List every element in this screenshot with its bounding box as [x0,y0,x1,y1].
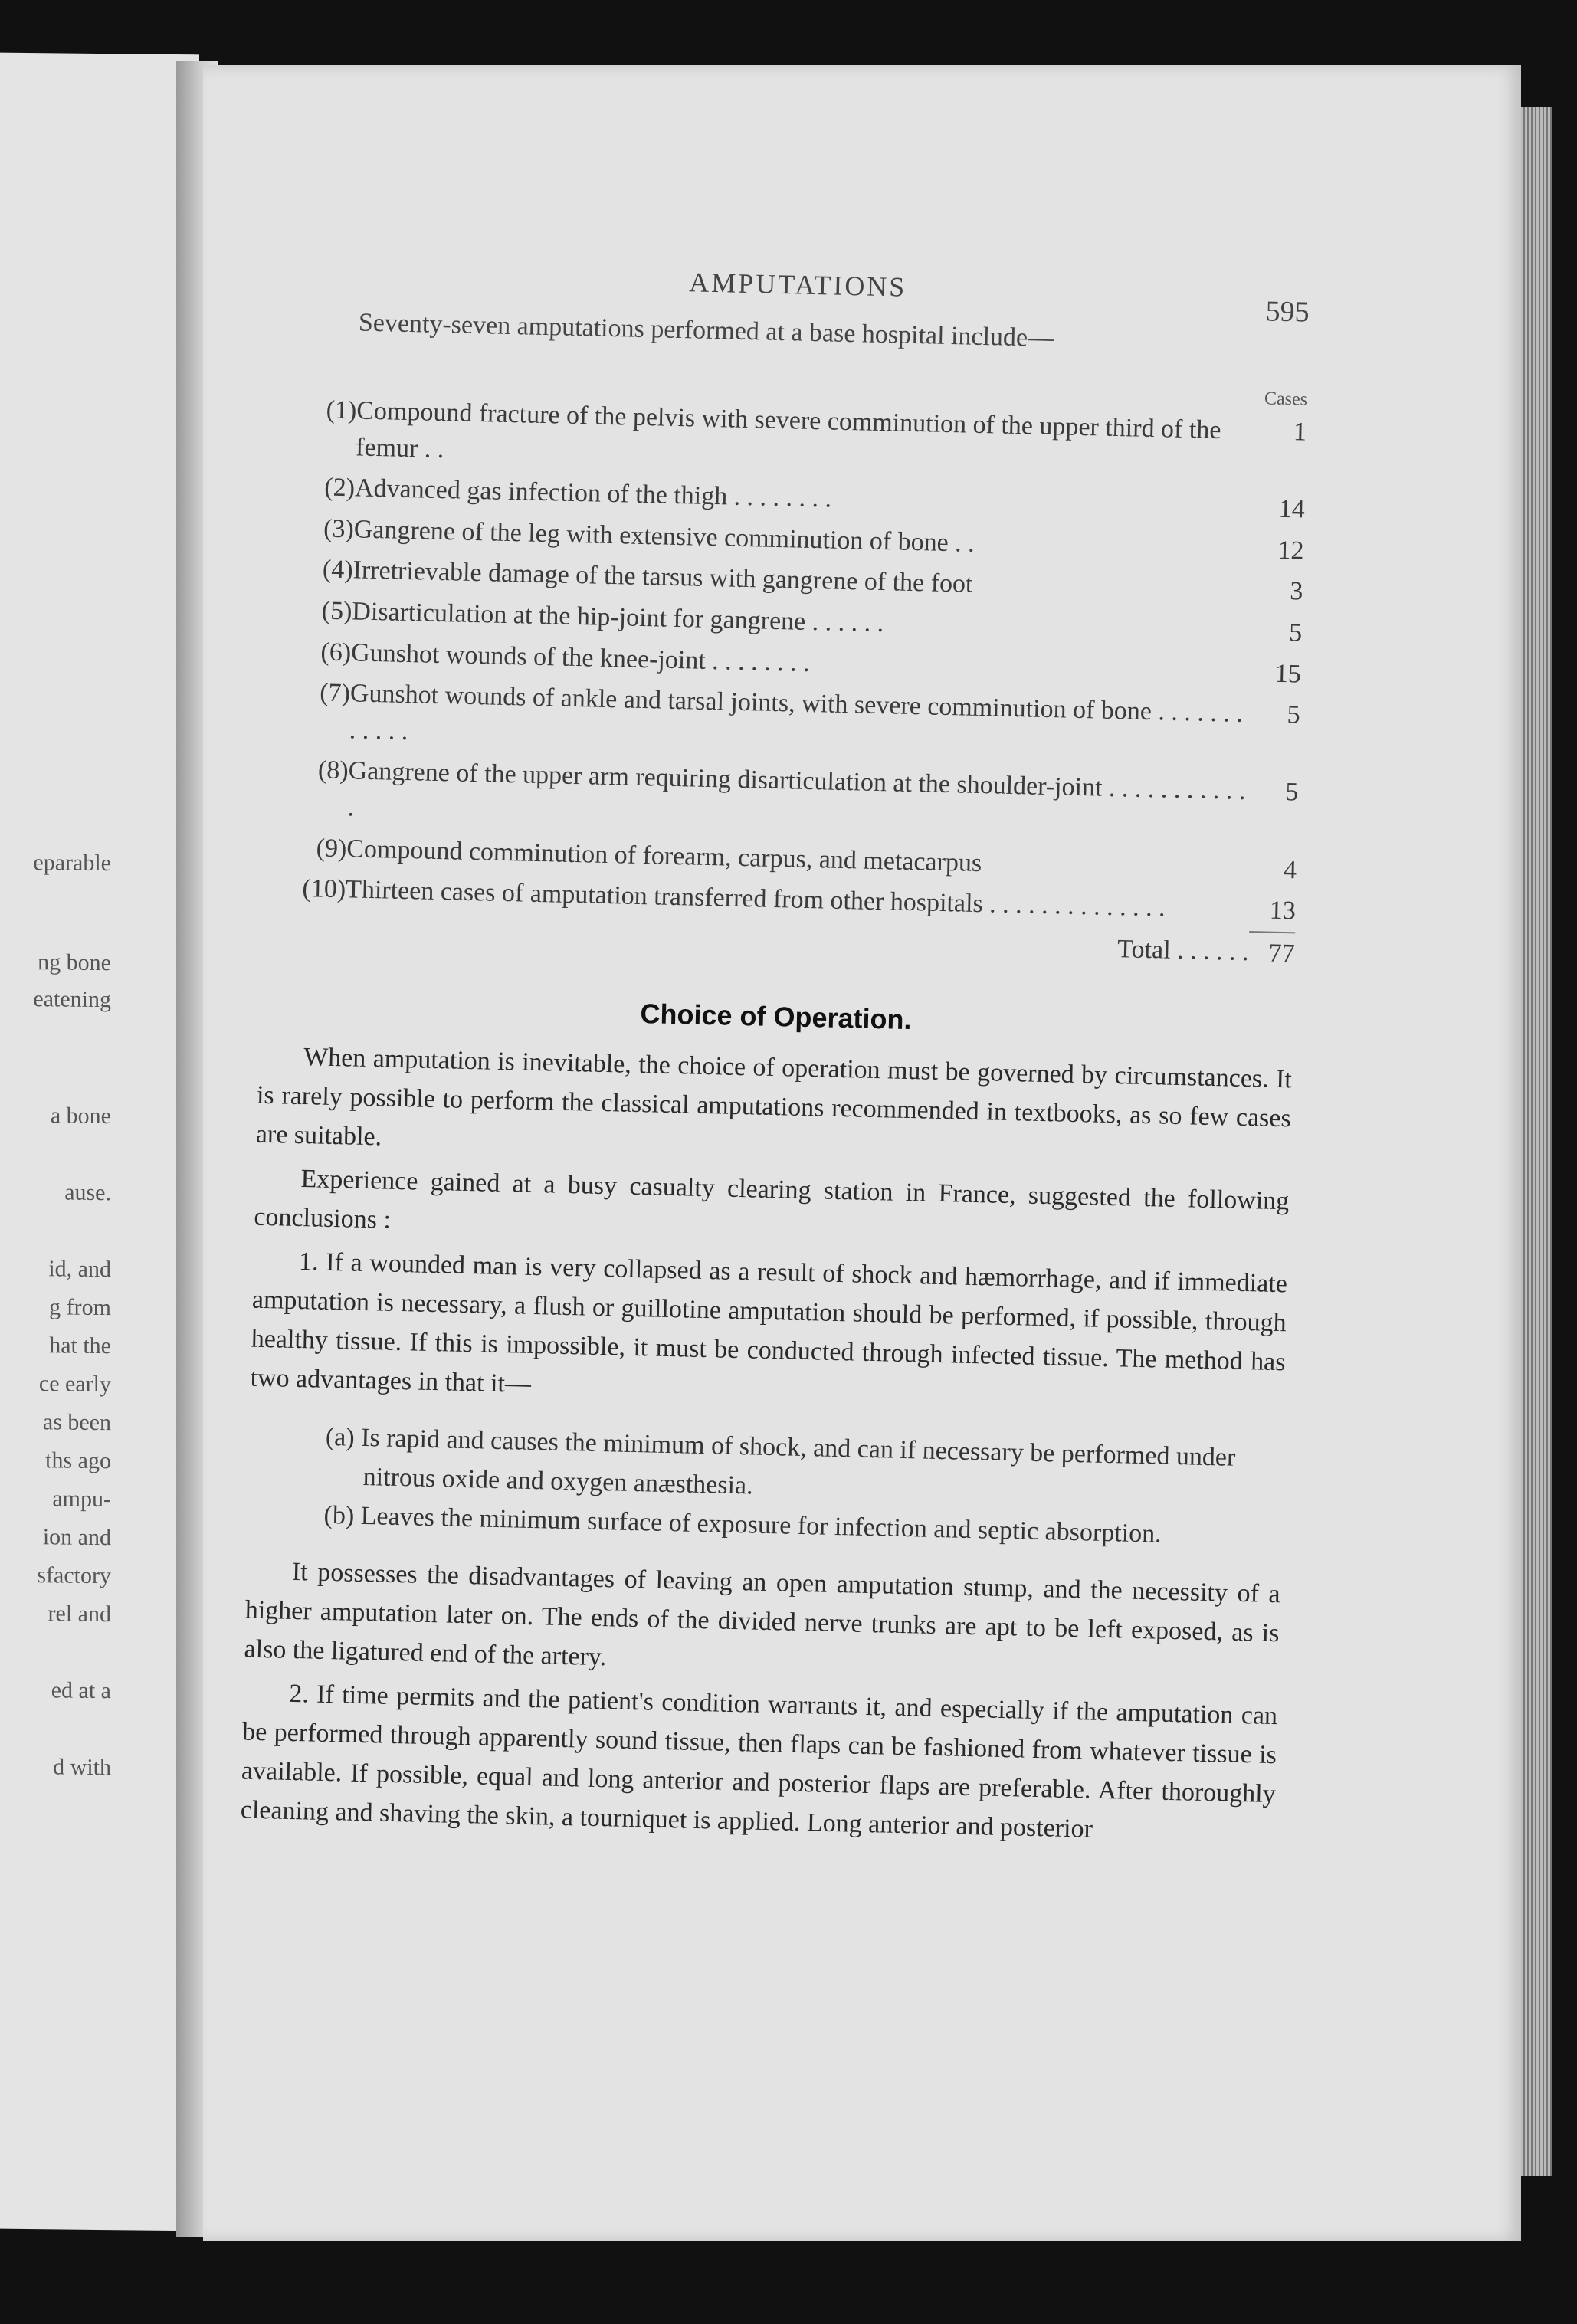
paragraph: 1. If a wounded man is very collapsed as a result of shock and hæmorrhage, and if immediate amputation is necessary, a flush or guillotine amputation should be performed, if possible, through healthy tissue. If this is impossible, it must be conducted through infected tissue. The method has two advantages in that it— [250,1247,1288,1399]
case-number: (4) [322,555,354,585]
case-count: 12 [1277,536,1304,565]
list-item: (b) Leaves the minimum surface of exposure for infection and septic absorption. [323,1501,1162,1549]
paragraph: 2. If time permits and the patient's condition warrants it, and especially if the amputation can be performed through apparently sound tissue, then flaps can be fashioned from whatever tissue is available. If possible, equal and long anterior and posterior flaps are preferable. After thoroughly cleaning and shaving the skin, a tourniquet is applied. Long anterior and posterior [240,1680,1278,1844]
case-number: (5) [321,596,352,626]
total-label: Total . . . . . . [1116,934,1250,966]
case-number: (8) [317,756,349,785]
cases-table [260,388,1307,975]
case-number: (6) [320,638,352,667]
left-page-fragment: ths ago [45,1447,111,1474]
paragraph: When amputation is inevitable, the choice of operation must be governed by circumstances. It is rarely possible to perform the classical amputations recommended in textbooks, as so few cases are suitable. [255,1043,1293,1152]
case-description: Gangrene of the upper arm requiring disarticulation at the shoulder-joint . . . . . . . . . . . . [347,756,1246,822]
left-page-fragment: ce early [38,1371,111,1398]
paragraph: It possesses the disadvantages of leaving an open amputation stump, and the necessity of a higher amputation later on. The ends of the divided nerve trunks are apt to be left exposed, as is also the ligatured end of the artery. [244,1558,1281,1672]
left-page-fragment: sfactory [37,1562,111,1589]
left-facing-page [0,53,199,2231]
case-count: 4 [1283,855,1297,884]
case-count: 5 [1287,700,1301,729]
case-description: Disarticulation at the hip-joint for gangrene . . . . . . [351,597,884,638]
case-count: 1 [1293,418,1307,447]
left-page-fragment: eparable [33,850,111,877]
case-count: 13 [1269,896,1297,926]
left-page-fragment: id, and [48,1256,111,1283]
case-description: Gunshot wounds of ankle and tarsal joints, with severe comminution of bone . . . . . . . . . . . . [349,679,1244,746]
left-page-fragment: d with [53,1754,111,1781]
paragraph: Experience gained at a busy casualty clearing station in France, suggested the following conclusions : [254,1165,1290,1235]
cases-column-heading: Cases [1264,388,1308,410]
left-page-fragment: ed at a [51,1677,111,1704]
case-description: Advanced gas infection of the thigh . . . . . . . . [354,474,832,513]
case-count: 5 [1284,778,1299,807]
case-description: Thirteen cases of amputation transferred from other hospitals . . . . . . . . . . . . . . [345,875,1166,923]
section-title: Choice of Operation. [640,998,912,1036]
case-number: (7) [319,678,351,708]
case-description: Compound fracture of the pelvis with severe comminution of the upper third of the femur . . [355,396,1221,464]
left-page-fragment: ng bone [38,949,111,976]
running-head: AMPUTATIONS [688,267,907,303]
case-count: 5 [1288,618,1303,647]
case-count: 14 [1278,494,1306,524]
left-page-fragment: hat the [49,1332,111,1359]
case-count: 3 [1289,577,1303,606]
list-item: (a) Is rapid and causes the minimum of shock, and can if necessary be performed under nitrous oxide and oxygen anæsthesia. [325,1423,1236,1500]
total-count: 77 [1248,932,1295,975]
left-page-fragment: rel and [48,1601,111,1627]
case-number: (9) [316,833,347,863]
left-page-fragment: ion and [42,1524,111,1551]
page-number: 595 [1265,295,1310,329]
case-description: Compound comminution of forearm, carpus, and metacarpus [346,834,982,877]
left-page-fragment: as been [42,1409,111,1436]
case-description: Gunshot wounds of the knee-joint . . . . . . . . [350,638,811,677]
case-number: (1) [326,395,357,425]
case-number: (2) [323,473,356,503]
case-count: 15 [1274,659,1302,689]
case-number: (3) [323,514,355,544]
left-page-fragment: a bone [50,1103,111,1129]
left-page-fragment: ampu- [52,1486,111,1513]
left-page-fragment: g from [49,1294,111,1321]
advantages-list [323,1418,1284,1556]
intro-line: Seventy-seven amputations performed at a base hospital include— [358,308,1054,353]
case-description: Gangrene of the leg with extensive comminution of bone . . [353,515,975,558]
left-page-fragment: eatening [33,986,111,1013]
left-page-fragment: ause. [64,1179,111,1206]
page-edges [1521,107,1552,2176]
case-description: Irretrievable damage of the tarsus with gangrene of the foot [352,556,973,599]
page-content [240,253,1310,1853]
case-number: (10) [302,874,346,904]
